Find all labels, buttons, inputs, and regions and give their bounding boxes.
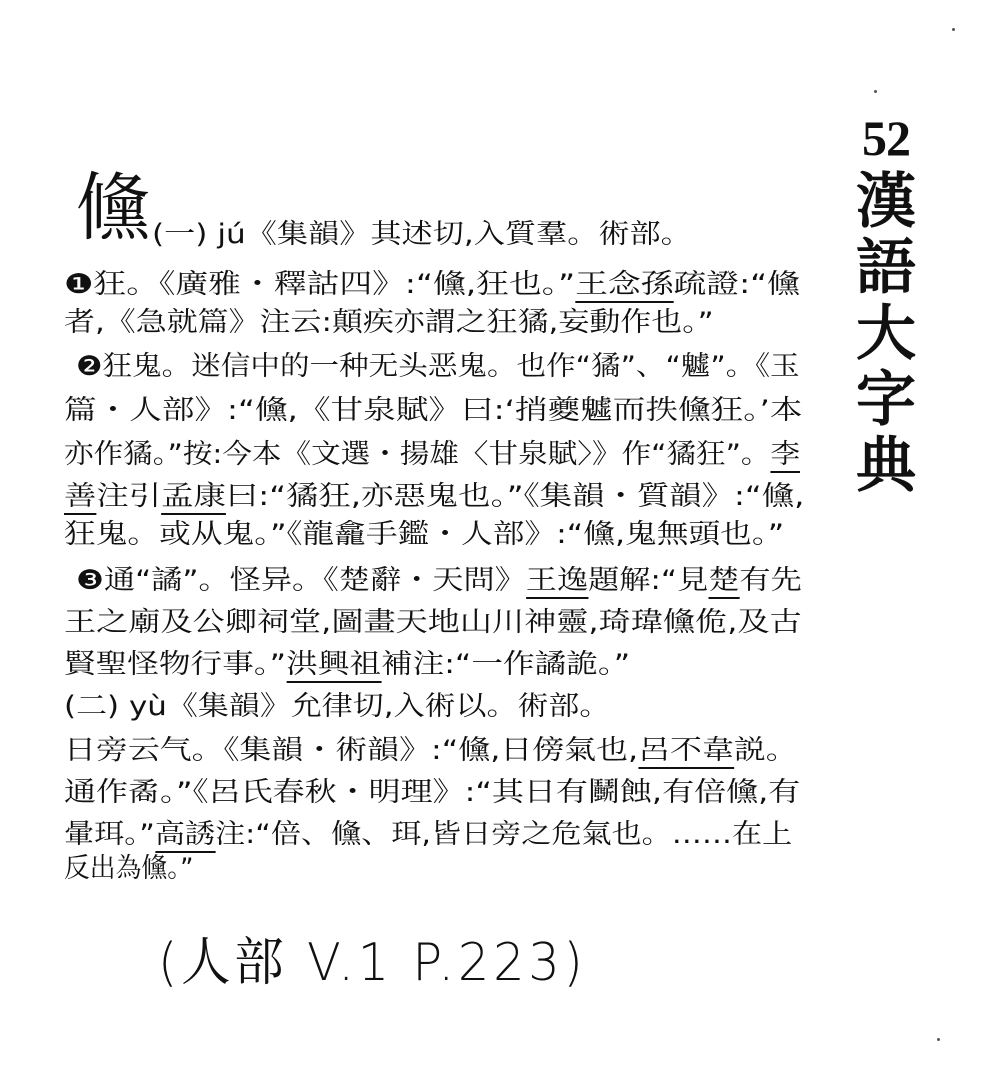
line-text: 疏證:“儵 xyxy=(673,269,800,300)
line-text: 亦作獝。”按:今本《文選・揚雄〈甘泉賦〉》作“獝狂”。 xyxy=(64,439,771,470)
entry-line xyxy=(64,852,194,886)
line-text: (二) yù《集韻》允律切,入術以。術部。 xyxy=(64,691,611,722)
proper-name: 孟康 xyxy=(161,481,226,515)
proper-name: 王念孫 xyxy=(575,269,673,303)
entry-line xyxy=(64,776,800,810)
proper-name: 王逸 xyxy=(526,565,588,599)
line-text: 題解:“見 xyxy=(588,565,709,596)
title-char: 語 xyxy=(856,233,916,303)
line-text: 王之廟及公卿祠堂,圖畫天地山川神靈,琦瑋儵佹,及古 xyxy=(64,607,802,638)
entry-line xyxy=(76,350,800,384)
line-text: 篇・人部》:“儵,《甘泉賦》曰:‘捎夔魖而抶儵狂。’本 xyxy=(64,395,803,426)
proper-name: 善 xyxy=(64,481,96,515)
line-text: 補注:“一作譎詭。” xyxy=(380,649,631,680)
line-text: 通作矞。”《呂氏春秋・明理》:“其日有鬭蝕,有倍儵,有 xyxy=(64,777,801,808)
entry-line xyxy=(64,394,803,428)
entry-line xyxy=(64,518,784,552)
entry-line xyxy=(64,734,798,768)
line-text: 賢聖怪物行事。” xyxy=(64,649,287,680)
line-text: 暈珥。” xyxy=(64,819,155,850)
line-text: ❸通“譎”。怪异。《楚辭・天問》 xyxy=(76,565,526,596)
title-char: 字 xyxy=(856,365,916,435)
line-text: 者,《急就篇》注云:顛疾亦謂之狂獝,妄動作也。” xyxy=(64,307,714,338)
line-text: ❶狂。《廣雅・釋詁四》:“儵,狂也。” xyxy=(64,269,576,300)
title-char: 典 xyxy=(856,431,916,501)
scan-speck xyxy=(952,28,955,31)
line-text: 日旁云气。《集韻・術韻》:“儵,日傍氣也, xyxy=(64,735,639,766)
entry-line xyxy=(64,606,802,640)
dictionary-title xyxy=(846,110,926,500)
entry-line xyxy=(152,218,692,252)
proper-name: 呂不韋 xyxy=(638,735,734,769)
handwritten-note: (人部 V.1 P.223) xyxy=(158,933,587,993)
line-text: 注引 xyxy=(96,481,162,512)
scan-speck xyxy=(874,90,877,93)
line-text: 反出為儵。” xyxy=(64,853,194,884)
entry-line xyxy=(64,480,804,514)
entry-line xyxy=(64,306,714,340)
line-text: ❷狂鬼。迷信中的一种无头恶鬼。也作“獝”、“魖”。《玉 xyxy=(76,351,800,382)
entry-line xyxy=(64,818,792,852)
line-text: 曰:“獝狂,亦惡鬼也。”《集韻・質韻》:“儵, xyxy=(225,481,805,512)
proper-name: 楚 xyxy=(708,565,739,599)
line-text: 説。 xyxy=(733,735,798,766)
proper-name: 李 xyxy=(770,439,800,473)
entry-line xyxy=(64,690,610,724)
title-char: 大 xyxy=(856,299,916,369)
line-text: (一) jú《集韻》其述切,入質羣。術部。 xyxy=(152,219,692,250)
proper-name: 高誘 xyxy=(155,819,215,853)
entry-line xyxy=(64,438,800,472)
headword: 儵 xyxy=(76,165,150,251)
line-text: 狂鬼。或从鬼。”《龍龕手鑑・人部》:“儵,鬼無頭也。” xyxy=(64,519,785,550)
entry-line xyxy=(64,268,800,302)
scan-speck xyxy=(937,1038,940,1041)
line-text: 注:“倍、儵、珥,皆日旁之危氣也。……在上 xyxy=(215,819,793,850)
line-text: 有先 xyxy=(739,565,802,596)
volume-number: 52 xyxy=(862,110,910,166)
entry-line xyxy=(76,564,802,598)
proper-name: 洪興祖 xyxy=(286,649,381,683)
title-char: 漢 xyxy=(856,167,916,237)
entry-line xyxy=(64,648,630,682)
